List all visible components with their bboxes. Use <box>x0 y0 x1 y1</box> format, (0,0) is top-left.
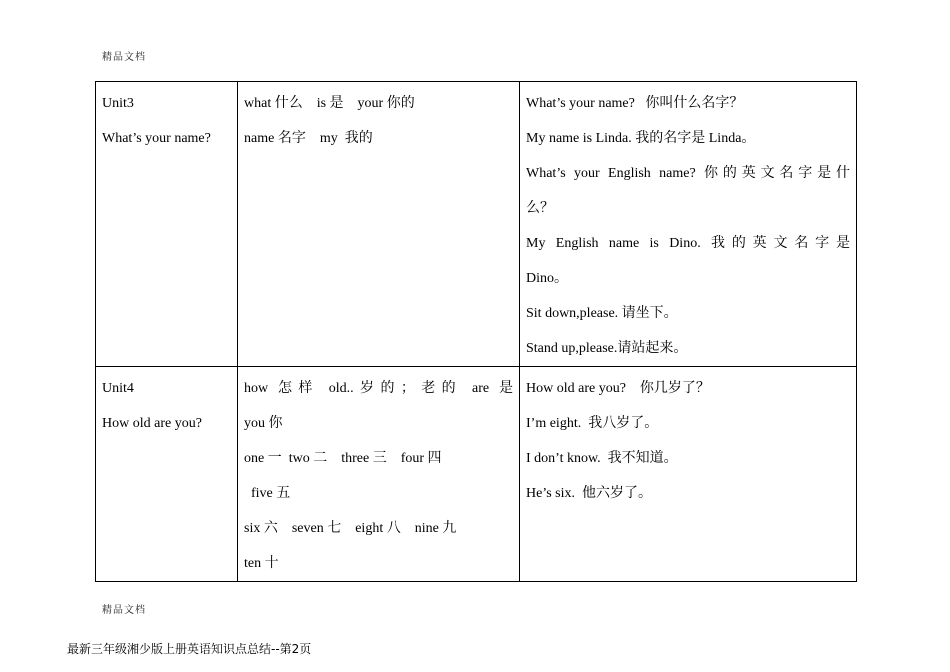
unit-topic: How old are you? <box>102 416 202 431</box>
unit-cell <box>96 82 238 367</box>
word-line: one 一 two 二 three 三 four 四 <box>244 451 442 466</box>
words-cell <box>238 367 520 582</box>
sentence-line: Stand up,please.请站起来。 <box>526 341 688 356</box>
sentence-line: How old are you? 你几岁了？ <box>526 381 710 396</box>
sentence-line: Sit down,please. 请坐下。 <box>526 306 678 321</box>
sentence-line: 么？ <box>526 201 554 216</box>
vocabulary-table <box>95 81 857 582</box>
word-line: name 名字 my 我的 <box>244 131 373 146</box>
sentence-line: He’s six. 他六岁了。 <box>526 486 652 501</box>
footer-watermark: 精品文档 <box>102 605 146 616</box>
sentence-line: What’s your English name? 你的英文名字是什 <box>526 166 850 181</box>
sentence-line: My name is Linda. 我的名字是 Linda。 <box>526 131 756 146</box>
sentences-cell <box>520 367 857 582</box>
word-line: ten 十 <box>244 556 279 571</box>
table-row <box>96 367 857 582</box>
sentence-line: I don’t know. 我不知道。 <box>526 451 678 466</box>
words-cell <box>238 82 520 367</box>
table-row <box>96 82 857 367</box>
header-watermark: 精品文档 <box>102 52 146 63</box>
unit-cell <box>96 367 238 582</box>
word-line: you 你 <box>244 416 283 431</box>
unit-topic: What’s your name? <box>102 131 211 146</box>
word-line: how 怎样 old..岁的；老的 are 是 <box>244 381 513 396</box>
word-line: five 五 <box>244 486 291 501</box>
sentence-line: My English name is Dino. 我的英文名字是 <box>526 236 850 251</box>
unit-label: Unit4 <box>102 381 134 396</box>
footer-page-title: 最新三年级湘少版上册英语知识点总结--第2页 <box>67 642 312 656</box>
sentence-line: I’m eight. 我八岁了。 <box>526 416 659 431</box>
sentence-line: What’s your name? 你叫什么名字？ <box>526 96 744 111</box>
word-line: six 六 seven 七 eight 八 nine 九 <box>244 521 457 536</box>
sentences-cell <box>520 82 857 367</box>
sentence-line: Dino。 <box>526 271 568 286</box>
unit-label: Unit3 <box>102 96 134 111</box>
word-line: what 什么 is 是 your 你的 <box>244 96 415 111</box>
